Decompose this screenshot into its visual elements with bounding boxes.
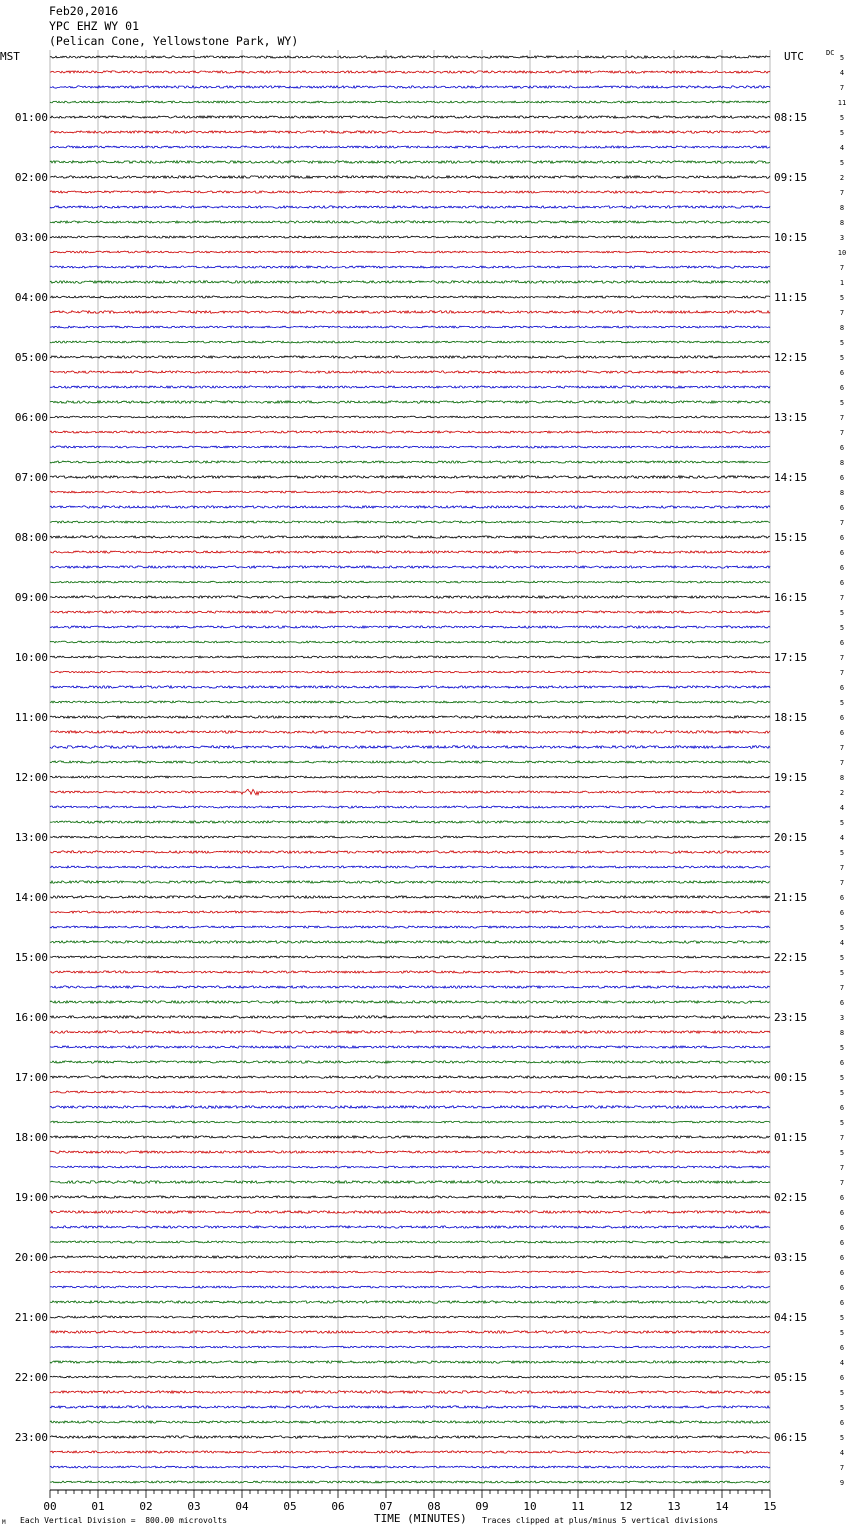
trace-row [50, 326, 770, 328]
dc-offset-value: 6 [839, 1284, 845, 1292]
right-hour-label: 03:15 [774, 1251, 808, 1264]
left-hour-label: 03:00 [14, 231, 48, 244]
left-hour-label: 14:00 [14, 891, 48, 904]
trace-row [50, 401, 770, 403]
trace-row [50, 1316, 770, 1318]
right-hour-label: 10:15 [774, 231, 808, 244]
dc-offset-value: 8 [839, 219, 845, 227]
dc-offset-value: 3 [839, 234, 845, 242]
right-hour-label: 19:15 [774, 771, 808, 784]
dc-offset-value: 7 [839, 864, 845, 872]
trace-row [50, 1196, 770, 1198]
dc-offset-value: 10 [837, 249, 847, 257]
trace-row [50, 1346, 770, 1348]
dc-offset-value: 6 [839, 1299, 845, 1307]
trace-row [50, 1061, 770, 1063]
dc-offset-value: 2 [839, 789, 845, 797]
left-hour-label: 01:00 [14, 111, 48, 124]
dc-offset-value: 5 [839, 849, 845, 857]
left-hour-label: 23:00 [14, 1431, 48, 1444]
trace-row [50, 836, 770, 838]
left-hour-label: 16:00 [14, 1011, 48, 1024]
dc-offset-value: 5 [839, 339, 845, 347]
trace-row [50, 761, 770, 763]
trace-row [50, 71, 770, 73]
x-tick-label: 06 [331, 1500, 345, 1513]
dc-offset-value: 5 [839, 1434, 845, 1442]
right-hour-label: 23:15 [774, 1011, 808, 1024]
trace-row [50, 1226, 770, 1228]
dc-offset-value: 4 [839, 69, 845, 77]
dc-offset-value: 6 [839, 1104, 845, 1112]
right-hour-label: 22:15 [774, 951, 808, 964]
trace-row [50, 146, 770, 148]
dc-offset-labels [838, 54, 846, 1487]
trace-row [50, 611, 770, 613]
x-tick-label: 10 [523, 1500, 537, 1513]
left-hour-label: 19:00 [14, 1191, 48, 1204]
dc-offset-value: 4 [839, 939, 845, 947]
left-hour-label: 15:00 [14, 951, 48, 964]
x-axis-title: TIME (MINUTES) [374, 1512, 467, 1525]
corner-mark: M [2, 1519, 6, 1526]
dc-offset-value: 6 [839, 684, 845, 692]
left-hour-label: 18:00 [14, 1131, 48, 1144]
dc-offset-value: 6 [839, 1374, 845, 1382]
trace-row [50, 626, 770, 628]
dc-offset-value: 7 [839, 84, 845, 92]
trace-row [50, 776, 770, 778]
dc-offset-value: 6 [839, 534, 845, 542]
dc-offset-value: 2 [839, 174, 845, 182]
trace-row [50, 1256, 770, 1258]
dc-offset-value: 6 [839, 1059, 845, 1067]
dc-offset-value: 6 [839, 714, 845, 722]
dc-offset-value: 11 [837, 99, 847, 107]
right-hour-label: 05:15 [774, 1371, 808, 1384]
trace-row [50, 1361, 770, 1363]
right-hour-label: 12:15 [774, 351, 808, 364]
dc-offset-value: 5 [839, 114, 845, 122]
left-hour-label: 02:00 [14, 171, 48, 184]
trace-row [50, 1406, 770, 1408]
left-hour-label: 07:00 [14, 471, 48, 484]
trace-row [50, 896, 770, 898]
dc-offset-value: 5 [839, 624, 845, 632]
dc-offset-value: 4 [839, 1359, 845, 1367]
trace-row [50, 1271, 770, 1273]
right-hour-label: 02:15 [774, 1191, 808, 1204]
dc-offset-value: 5 [839, 159, 845, 167]
right-hour-label: 17:15 [774, 651, 808, 664]
dc-offset-value: 4 [839, 804, 845, 812]
trace-row [50, 266, 770, 268]
trace-row [50, 806, 770, 808]
dc-offset-value: 6 [839, 1254, 845, 1262]
dc-offset-value: 7 [839, 1179, 845, 1187]
dc-offset-value: 6 [839, 639, 845, 647]
trace-row [50, 551, 770, 553]
trace-row [50, 1091, 770, 1093]
right-hour-label: 14:15 [774, 471, 808, 484]
trace-row [50, 1151, 770, 1153]
trace-row [50, 1466, 770, 1468]
dc-offset-value: 6 [839, 474, 845, 482]
trace-row [50, 941, 770, 944]
station-id: YPC EHZ WY 01 [49, 19, 140, 33]
trace-row [50, 86, 770, 88]
dc-offset-value: 8 [839, 1029, 845, 1037]
trace-row [50, 341, 770, 343]
dc-offset-value: 3 [839, 1014, 845, 1022]
trace-row [50, 506, 770, 508]
trace-row [50, 386, 770, 388]
dc-offset-value: 5 [839, 1044, 845, 1052]
trace-row [50, 446, 770, 448]
trace-row [50, 731, 770, 733]
trace-row [50, 521, 770, 523]
dc-offset-value: 7 [839, 594, 845, 602]
dc-offset-value: 7 [839, 414, 845, 422]
dc-offset-value: 5 [839, 1314, 845, 1322]
dc-offset-value: 5 [839, 1089, 845, 1097]
trace-row [50, 789, 770, 794]
trace-row [50, 1451, 770, 1453]
trace-row [50, 866, 770, 868]
trace-row [50, 1421, 770, 1423]
dc-offset-value: 7 [839, 669, 845, 677]
right-hour-label: 00:15 [774, 1071, 808, 1084]
right-hour-label: 04:15 [774, 1311, 808, 1324]
right-hour-label: 06:15 [774, 1431, 808, 1444]
trace-row [50, 1076, 770, 1078]
dc-offset-value: 5 [839, 1404, 845, 1412]
plot-date: Feb20,2016 [49, 4, 119, 18]
trace-row [50, 671, 770, 673]
dc-offset-value: 5 [839, 1074, 845, 1082]
dc-offset-value: 5 [839, 399, 845, 407]
trace-row [50, 311, 770, 314]
dc-offset-value: 7 [839, 1134, 845, 1142]
right-hour-label: 21:15 [774, 891, 808, 904]
dc-offset-value: 5 [839, 129, 845, 137]
trace-row [50, 851, 770, 853]
trace-row [50, 911, 770, 913]
right-hour-label: 01:15 [774, 1131, 808, 1144]
x-tick-label: 02 [139, 1500, 153, 1513]
dc-offset-value: 6 [839, 1194, 845, 1202]
dc-offset-value: 8 [839, 459, 845, 467]
dc-offset-value: 7 [839, 429, 845, 437]
left-hour-label: 13:00 [14, 831, 48, 844]
trace-row [50, 1436, 770, 1438]
left-hour-label: 20:00 [14, 1251, 48, 1264]
x-tick-label: 08 [427, 1500, 441, 1513]
dc-offset-value: 8 [839, 774, 845, 782]
dc-offset-value: 5 [839, 1149, 845, 1157]
left-timezone-label: MST [0, 50, 20, 63]
trace-row [50, 1121, 770, 1123]
dc-offset-value: 5 [839, 699, 845, 707]
right-hour-label: 20:15 [774, 831, 808, 844]
trace-row [50, 236, 770, 238]
station-location: (Pelican Cone, Yellowstone Park, WY) [49, 34, 299, 48]
trace-row [50, 641, 770, 643]
trace-row [50, 1016, 770, 1019]
trace-row [50, 476, 770, 479]
scale-note: Each Vertical Division = 800.00 microvolts [20, 1516, 228, 1525]
trace-row [50, 371, 770, 373]
dc-offset-value: 5 [839, 354, 845, 362]
x-tick-label: 14 [715, 1500, 729, 1513]
trace-row [50, 221, 770, 223]
dc-offset-value: 5 [839, 969, 845, 977]
dc-offset-value: 6 [839, 1344, 845, 1352]
trace-row [50, 596, 770, 598]
dc-offset-value: 4 [839, 144, 845, 152]
trace-row [50, 1001, 770, 1004]
trace-row [50, 926, 770, 928]
trace-row [50, 1136, 770, 1138]
dc-offset-value: 4 [839, 834, 845, 842]
dc-offset-value: 6 [839, 909, 845, 917]
left-hour-labels [15, 111, 48, 1444]
x-tick-label: 04 [235, 1500, 249, 1513]
dc-offset-value: 8 [839, 324, 845, 332]
x-tick-label: 12 [619, 1500, 633, 1513]
dc-offset-value: 7 [839, 984, 845, 992]
right-hour-label: 09:15 [774, 171, 808, 184]
dc-offset-value: 6 [839, 549, 845, 557]
dc-offset-value: 5 [839, 954, 845, 962]
dc-offset-value: 7 [839, 759, 845, 767]
trace-row [50, 1391, 770, 1393]
trace-row [50, 1046, 770, 1048]
trace-row [50, 1301, 770, 1303]
dc-offset-value: 5 [839, 54, 845, 62]
dc-offset-value: 5 [839, 924, 845, 932]
x-tick-label: 15 [763, 1500, 777, 1513]
trace-row [50, 1106, 770, 1109]
dc-offset-value: 6 [839, 564, 845, 572]
trace-row [50, 821, 770, 823]
dc-offset-value: 5 [839, 1119, 845, 1127]
left-hour-label: 06:00 [14, 411, 48, 424]
right-hour-label: 08:15 [774, 111, 808, 124]
dc-offset-value: 6 [839, 1239, 845, 1247]
right-hour-label: 16:15 [774, 591, 808, 604]
dc-offset-value: 6 [839, 1209, 845, 1217]
trace-row [50, 1211, 770, 1214]
trace-row [50, 686, 770, 688]
trace-row [50, 746, 770, 749]
left-hour-label: 04:00 [14, 291, 48, 304]
trace-row [50, 701, 770, 703]
x-tick-label: 07 [379, 1500, 393, 1513]
trace-row [50, 131, 770, 133]
x-tick-label: 03 [187, 1500, 201, 1513]
trace-row [50, 176, 770, 178]
trace-row [50, 416, 770, 418]
clip-note: Traces clipped at plus/minus 5 vertical divisions [482, 1516, 719, 1525]
right-timezone-label: UTC [784, 50, 804, 63]
trace-row [50, 656, 770, 658]
trace-row [50, 566, 770, 568]
dc-offset-value: 7 [839, 264, 845, 272]
left-hour-label: 05:00 [14, 351, 48, 364]
trace-row [50, 431, 770, 433]
dc-offset-value: 7 [839, 519, 845, 527]
trace-row [50, 191, 770, 193]
trace-row [50, 536, 770, 538]
x-axis [43, 1490, 776, 1513]
dc-offset-value: 5 [839, 819, 845, 827]
trace-row [50, 1481, 770, 1483]
left-hour-label: 22:00 [14, 1371, 48, 1384]
trace-row [50, 1286, 770, 1288]
left-hour-label: 08:00 [14, 531, 48, 544]
left-hour-label: 21:00 [14, 1311, 48, 1324]
trace-row [50, 1331, 770, 1333]
trace-row [50, 956, 770, 958]
dc-offset-value: 5 [839, 294, 845, 302]
minute-gridlines [50, 50, 770, 1490]
dc-offset-value: 8 [839, 489, 845, 497]
trace-row [50, 1031, 770, 1034]
right-hour-label: 18:15 [774, 711, 808, 724]
dc-offset-value: 6 [839, 1269, 845, 1277]
dc-offset-value: 5 [839, 1329, 845, 1337]
left-hour-label: 09:00 [14, 591, 48, 604]
trace-row [50, 251, 770, 253]
x-tick-label: 11 [571, 1500, 585, 1513]
dc-offset-value: 6 [839, 384, 845, 392]
right-hour-label: 11:15 [774, 291, 808, 304]
trace-row [50, 716, 770, 718]
dc-offset-value: 1 [839, 279, 845, 287]
dc-offset-value: 7 [839, 879, 845, 887]
trace-row [50, 101, 770, 103]
dc-offset-value: 6 [839, 1224, 845, 1232]
trace-row [50, 206, 770, 208]
trace-row [50, 356, 770, 358]
trace-row [50, 56, 770, 58]
trace-row [50, 971, 770, 973]
trace-row [50, 581, 770, 583]
trace-row [50, 881, 770, 883]
dc-offset-value: 8 [839, 204, 845, 212]
dc-offset-value: 6 [839, 729, 845, 737]
dc-offset-value: 7 [839, 654, 845, 662]
dc-offset-value: 6 [839, 894, 845, 902]
seismic-traces [50, 56, 770, 1483]
x-tick-label: 13 [667, 1500, 681, 1513]
dc-offset-value: 6 [839, 999, 845, 1007]
dc-offset-value: 7 [839, 744, 845, 752]
dc-offset-value: 7 [839, 1464, 845, 1472]
left-hour-label: 12:00 [14, 771, 48, 784]
dc-offset-value: 7 [839, 1164, 845, 1172]
left-hour-label: 17:00 [14, 1071, 48, 1084]
trace-row [50, 281, 770, 284]
left-hour-label: 10:00 [14, 651, 48, 664]
dc-offset-value: 6 [839, 1419, 845, 1427]
x-tick-label: 05 [283, 1500, 297, 1513]
dc-offset-value: 4 [839, 1449, 845, 1457]
trace-row [50, 491, 770, 493]
dc-offset-value: 6 [839, 504, 845, 512]
dc-offset-value: 6 [839, 579, 845, 587]
trace-row [50, 296, 770, 298]
trace-row [50, 161, 770, 164]
dc-offset-value: 7 [839, 189, 845, 197]
x-tick-label: 00 [43, 1500, 57, 1513]
dc-offset-value: 5 [839, 1389, 845, 1397]
x-tick-label: 01 [91, 1500, 105, 1513]
trace-row [50, 461, 770, 463]
trace-row [50, 116, 770, 118]
dc-offset-value: 9 [839, 1479, 845, 1487]
left-hour-label: 11:00 [14, 711, 48, 724]
dc-offset-value: 6 [839, 444, 845, 452]
trace-row [50, 1181, 770, 1184]
trace-row [50, 1166, 770, 1168]
dc-offset-value: 5 [839, 609, 845, 617]
right-hour-label: 15:15 [774, 531, 808, 544]
trace-row [50, 1241, 770, 1243]
trace-row [50, 986, 770, 988]
dc-offset-value: 7 [839, 309, 845, 317]
dc-offset-value: 6 [839, 369, 845, 377]
x-tick-label: 09 [475, 1500, 489, 1513]
dc-offset-header: DC [826, 49, 835, 57]
right-hour-label: 13:15 [774, 411, 808, 424]
trace-row [50, 1376, 770, 1378]
right-hour-labels [774, 111, 807, 1444]
